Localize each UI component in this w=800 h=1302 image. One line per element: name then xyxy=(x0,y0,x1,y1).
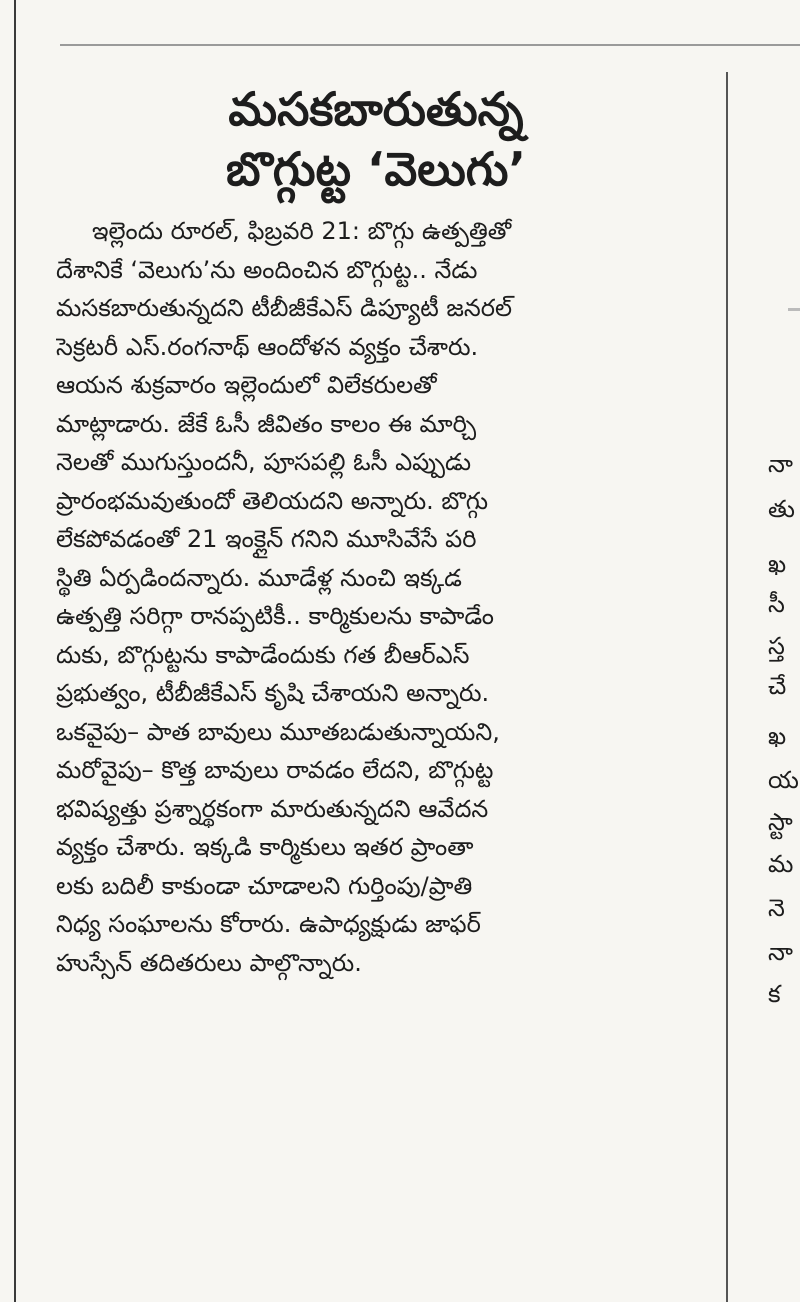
body-line: ఆయన శుక్రవారం ఇల్లెందులో విలేకరులతో xyxy=(56,371,437,399)
horizontal-rule xyxy=(60,44,800,46)
body-line: మసకబారుతున్నదని టీబీజీకేఎస్ డిప్యూటీ జనరల్ xyxy=(56,294,513,322)
fragment-text: నా xyxy=(768,938,793,966)
fragment-text: ఖ xyxy=(768,722,787,750)
body-line: నిధ్య సంఘాలను కోరారు. ఉపాధ్యక్షుడు జాఫర్ xyxy=(56,910,481,938)
fragment-text: నా xyxy=(768,450,793,478)
article-headline xyxy=(56,80,696,198)
body-line: దుకు, బొగ్గుట్టను కాపాడేందుకు గత బీఆర్ఎస్ xyxy=(56,640,470,669)
fragment-text: క xyxy=(768,980,781,1008)
body-line: ఉత్పత్తి సరిగ్గా రానప్పటికీ.. కార్మికులను కాపాడేం xyxy=(56,602,494,630)
body-line: నెలతో ముగుస్తుందనీ, పూసపల్లి ఓసీ ఎప్పుడు xyxy=(56,448,472,476)
article-body xyxy=(56,212,696,982)
column-rule-right xyxy=(726,72,728,1302)
body-line: లేకపోవడంతో 21 ఇంక్లైన్ గనిని మూసివేసే పరి xyxy=(56,525,477,553)
headline-line: మసకబారుతున్న xyxy=(228,82,524,136)
adjacent-column-fragment xyxy=(764,72,800,1302)
fragment-text: చే xyxy=(768,672,787,700)
body-line: మరోవైపు– కొత్త బావులు రావడం లేదని, బొగ్గుట్ట xyxy=(56,756,494,784)
body-line: హుస్సేన్ తదితరులు పాల్గొన్నారు. xyxy=(56,948,362,977)
fragment-text: తు xyxy=(768,495,795,523)
fragment-text: య xyxy=(768,766,799,794)
headline-line: బొగ్గుట్ట ‘వెలుగు’ xyxy=(226,142,526,196)
dash-mark xyxy=(788,308,800,311)
body-line: దేశానికే ‘వెలుగు’ను అందించిన బొగ్గుట్ట.. నేడు xyxy=(56,255,478,284)
body-line: భవిష్యత్తు ప్రశ్నార్థకంగా మారుతున్నదని ఆవేదన xyxy=(56,794,489,823)
body-line: ప్రభుత్వం, టీబీజీకేఎస్ కృషి చేశాయని అన్నారు. xyxy=(56,679,490,707)
fragment-text: మ xyxy=(768,850,794,878)
body-line: మాట్లాడారు. జేకే ఓసీ జీవితం కాలం ఈ మార్చి xyxy=(56,409,477,438)
body-line: ఇల్లెందు రూరల్, ఫిబ్రవరి 21: బొగ్గు ఉత్పత్తితో xyxy=(92,217,512,245)
body-line: ప్రారంభమవుతుందో తెలియదని అన్నారు. బొగ్గు xyxy=(56,486,489,515)
fragment-text: సీ xyxy=(768,590,785,618)
news-article xyxy=(56,80,696,982)
body-line: ఒకవైపు– పాత బావులు మూతబడుతున్నాయని, xyxy=(56,717,500,746)
fragment-text: ఖ xyxy=(768,550,787,578)
fragment-text: స్త xyxy=(768,632,785,660)
fragment-text: స్టా xyxy=(768,808,793,836)
body-line: స్థితి ఏర్పడిందన్నారు. మూడేళ్ల నుంచి ఇక్కడ xyxy=(56,563,462,592)
fragment-text: నె xyxy=(768,894,785,922)
body-line: లకు బదిలీ కాకుండా చూడాలని గుర్తింపు/ప్రాతి xyxy=(56,871,473,900)
column-rule-left xyxy=(14,0,16,1302)
body-line: వ్యక్తం చేశారు. ఇక్కడి కార్మికులు ఇతర ప్రాంతా xyxy=(56,833,474,861)
body-line: సెక్రటరీ ఎస్.రంగనాథ్ ఆందోళన వ్యక్తం చేశారు. xyxy=(56,332,479,361)
